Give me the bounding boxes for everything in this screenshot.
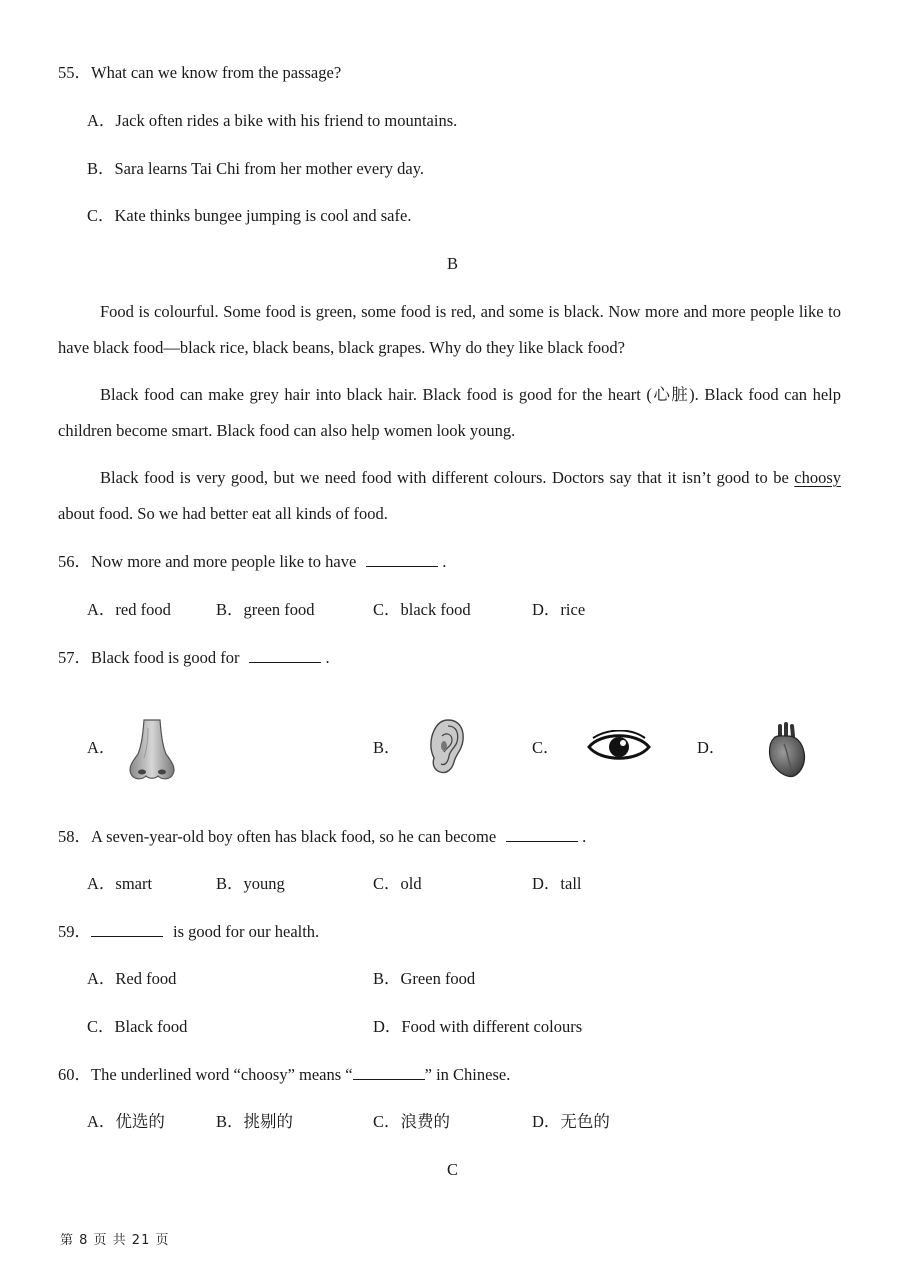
answer-blank: [366, 551, 438, 567]
question-60-option-b[interactable]: B．挑剔的: [216, 1112, 294, 1131]
paragraph-3-text-start: Black food is very good, but we need food with different colours. Doctors say that it isn’t good to be: [100, 468, 789, 487]
paragraph-3-text-end: about food. So we had better eat all kinds of food.: [58, 504, 388, 523]
question-58-text: 58．A seven-year-old boy often has black food, so he can become: [58, 827, 497, 846]
question-58-option-c[interactable]: C．old: [373, 874, 422, 893]
underlined-word-choosy: choosy: [794, 468, 841, 487]
question-57-option-a[interactable]: A．: [87, 738, 116, 757]
answer-blank: [506, 826, 578, 842]
ear-icon[interactable]: [428, 718, 466, 776]
question-57-stem: [58, 647, 330, 669]
page-footer: 第 8 页 共 21 页: [60, 1233, 170, 1248]
question-58-stem: [58, 826, 586, 848]
question-59-option-d[interactable]: D．Food with different colours: [373, 1017, 583, 1036]
question-58-option-a[interactable]: A．smart: [87, 874, 153, 893]
answer-blank: [249, 647, 321, 663]
question-55-option-a[interactable]: A．Jack often rides a bike with his friend to mountains.: [87, 111, 458, 130]
eye-icon[interactable]: [587, 730, 651, 764]
question-60-stem: [58, 1064, 510, 1086]
question-56-end: .: [442, 552, 447, 571]
question-57-text: 57．Black food is good for: [58, 648, 240, 667]
passage-paragraph-3: [58, 460, 841, 532]
question-59-number: 59．: [58, 922, 91, 941]
question-59-stem: [58, 921, 319, 943]
question-59-option-a[interactable]: A．Red food: [87, 969, 177, 988]
question-58-option-d[interactable]: D．tall: [532, 874, 582, 893]
question-56-text: 56．Now more and more people like to have: [58, 552, 357, 571]
question-55-option-c[interactable]: C．Kate thinks bungee jumping is cool and safe.: [87, 206, 412, 225]
passage-paragraph-2: Black food can make grey hair into black hair. Black food is good for the heart (心脏). Black food can help children become smart. Black food can also help women look young.: [58, 385, 841, 440]
question-60-end: ” in Chinese.: [424, 1065, 511, 1084]
question-58-end: .: [582, 827, 587, 846]
question-56-option-a[interactable]: A．red food: [87, 600, 171, 619]
question-60-text: 60．The underlined word “choosy” means “: [58, 1065, 353, 1084]
question-59-option-c[interactable]: C．Black food: [87, 1017, 188, 1036]
question-59-option-b[interactable]: B．Green food: [373, 969, 476, 988]
answer-blank: [91, 921, 163, 937]
question-55-option-b[interactable]: B．Sara learns Tai Chi from her mother every day.: [87, 159, 424, 178]
question-60-option-d[interactable]: D．无色的: [532, 1112, 610, 1131]
section-heading-b: B: [446, 254, 458, 273]
question-58-option-b[interactable]: B．young: [216, 874, 285, 893]
question-56-stem: [58, 551, 446, 573]
question-55-stem: 55．What can we know from the passage?: [58, 63, 342, 82]
question-60-option-a[interactable]: A．优选的: [87, 1112, 165, 1131]
question-59-text: is good for our health.: [173, 922, 320, 941]
question-57-option-b[interactable]: B．: [373, 738, 401, 757]
question-57-option-d[interactable]: D．: [697, 738, 726, 757]
passage-paragraph-1: Food is colourful. Some food is green, some food is red, and some is black. Now more and more people like to have black food—black rice, black beans, black grapes. Why do they like black food?: [58, 302, 841, 357]
question-56-option-d[interactable]: D．rice: [532, 600, 586, 619]
question-56-option-c[interactable]: C．black food: [373, 600, 471, 619]
answer-blank: [353, 1064, 425, 1080]
nose-icon[interactable]: [126, 718, 178, 782]
question-60-option-c[interactable]: C．浪费的: [373, 1112, 451, 1131]
question-56-option-b[interactable]: B．green food: [216, 600, 315, 619]
question-57-option-c[interactable]: C．: [532, 738, 560, 757]
question-57-end: .: [325, 648, 330, 667]
heart-icon[interactable]: [766, 722, 808, 780]
section-heading-c: C: [446, 1160, 458, 1179]
